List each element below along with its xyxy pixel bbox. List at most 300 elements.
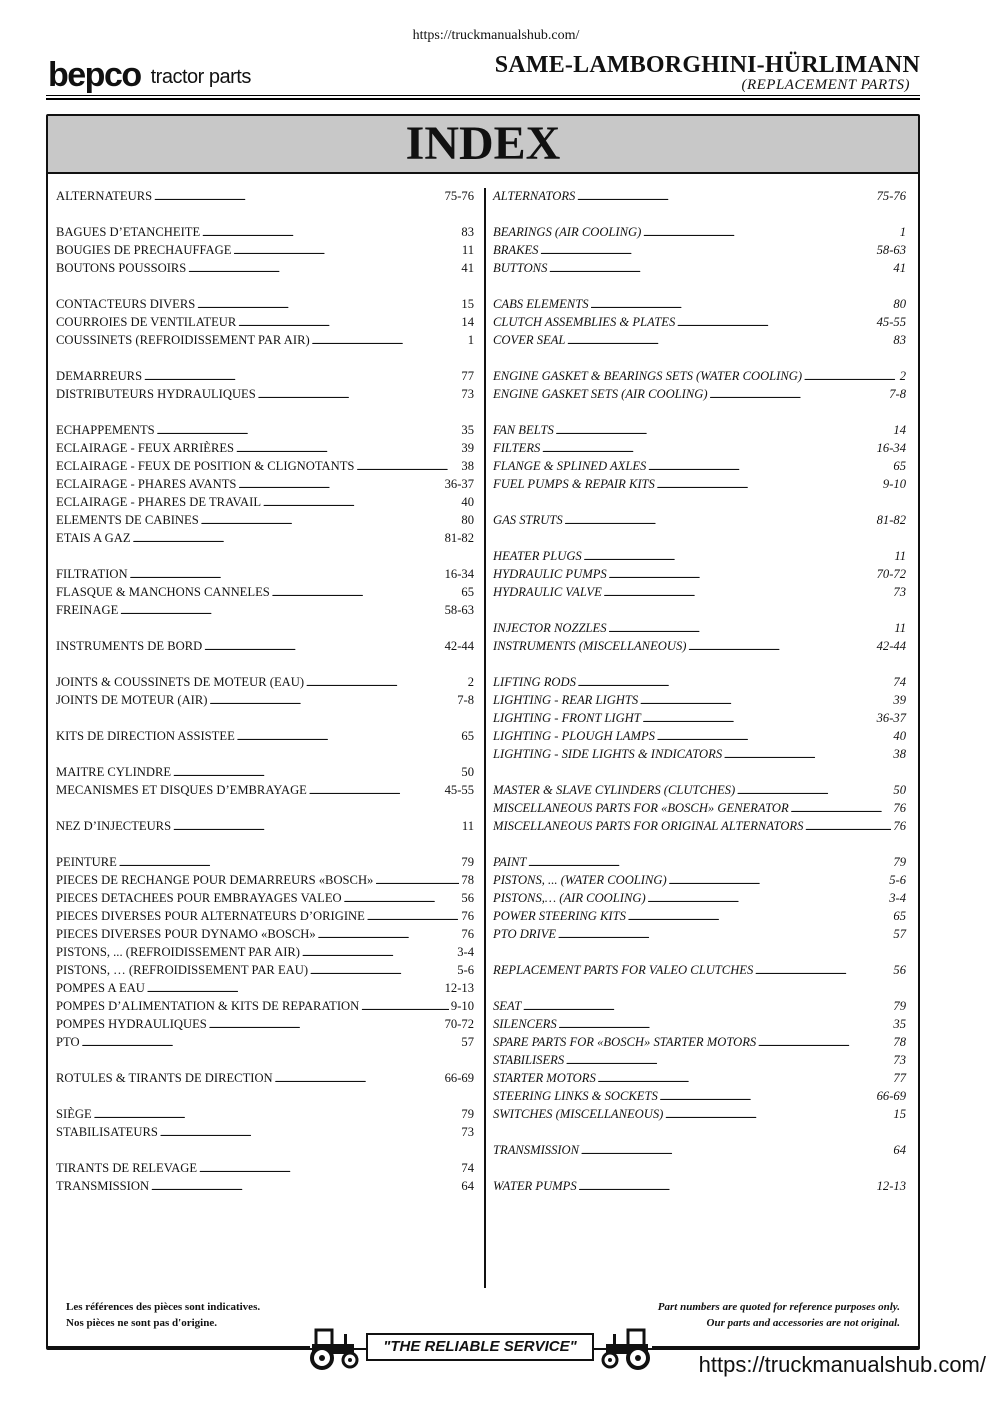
french-index-entry[interactable] — [56, 475, 474, 493]
dot-leader — [609, 619, 893, 638]
english-index-entry-name: CLUTCH ASSEMBLIES & PLATES — [493, 315, 676, 329]
english-index-entry-name: SILENCERS — [493, 1017, 557, 1031]
french-index-entry-name: FILTRATION — [56, 567, 128, 581]
french-index-entry-page: 9-10 — [450, 999, 474, 1013]
english-index-entry-name: TRANSMISSION — [493, 1143, 580, 1157]
logo-sub: tractor parts — [150, 66, 251, 88]
english-index-entry-name: SEAT — [493, 999, 522, 1013]
dot-leader — [209, 1015, 443, 1034]
english-index-entry[interactable] — [493, 547, 906, 565]
english-index-entry-name: BUTTONS — [493, 261, 548, 275]
french-index-entry[interactable] — [56, 529, 474, 547]
dot-leader — [710, 385, 888, 404]
french-index-entry-page: 66-69 — [444, 1071, 474, 1085]
french-index-entry[interactable] — [56, 601, 474, 619]
french-index-entry-page: 12-13 — [444, 981, 474, 995]
french-index-entry[interactable] — [56, 889, 474, 907]
dot-leader — [558, 925, 891, 944]
french-index-entry-name: PISTONS, … (REFROIDISSEMENT PAR EAU) — [56, 963, 309, 977]
english-index-entry-name: HYDRAULIC PUMPS — [493, 567, 607, 581]
french-index-entry[interactable] — [56, 907, 474, 925]
french-index-entry[interactable] — [56, 259, 474, 277]
english-index-entry-page: 41 — [893, 261, 906, 275]
french-index-entry-page: 78 — [461, 873, 474, 887]
dot-leader — [272, 583, 460, 602]
english-index-entry-name: ALTERNATORS — [493, 189, 576, 203]
english-index-entry[interactable] — [493, 223, 906, 241]
english-index-entry[interactable] — [493, 889, 906, 907]
french-index-entry-page: 16-34 — [444, 567, 474, 581]
french-index-entry[interactable] — [56, 367, 474, 385]
french-index-entry-name: TIRANTS DE RELEVAGE — [56, 1161, 198, 1175]
dot-leader — [648, 889, 888, 908]
logo-brand: bepco — [48, 56, 141, 94]
english-index-entry[interactable] — [493, 781, 906, 799]
dot-leader — [302, 943, 455, 962]
french-index-entry-page: 36-37 — [444, 477, 474, 491]
english-index-entry-name: MISCELLANEOUS PARTS FOR ORIGINAL ALTERNATORS — [493, 819, 804, 833]
english-index-entry-name: WATER PUMPS — [493, 1179, 577, 1193]
english-index-entry-name: HEATER PLUGS — [493, 549, 582, 563]
french-index-entry-name: SIÈGE — [56, 1107, 92, 1121]
english-index-spacer — [493, 403, 906, 421]
dot-leader — [173, 817, 460, 836]
english-index-entry-page: 40 — [893, 729, 906, 743]
french-index-entry-page: 5-6 — [457, 963, 474, 977]
french-index-entry-page: 65 — [461, 729, 474, 743]
english-index-entry[interactable] — [493, 187, 906, 205]
english-index-entry-name: CABS ELEMENTS — [493, 297, 589, 311]
dot-leader — [204, 637, 442, 656]
english-index-entry[interactable] — [493, 1105, 906, 1123]
french-index-entry-name: BOUGIES DE PRECHAUFFAGE — [56, 243, 232, 257]
english-index-entry-page: 50 — [893, 783, 906, 797]
dot-leader — [567, 331, 891, 350]
dot-leader — [542, 439, 874, 458]
english-index-entry-page: 73 — [893, 585, 906, 599]
french-index-entry-name: FLASQUE & MANCHONS CANNELES — [56, 585, 270, 599]
french-index-entry[interactable] — [56, 1015, 474, 1033]
english-index-entry-page: 12-13 — [876, 1179, 906, 1193]
french-index-entry[interactable] — [56, 187, 474, 205]
dot-leader — [238, 475, 442, 494]
english-index-spacer — [493, 277, 906, 295]
french-index-entry-page: 40 — [461, 495, 474, 509]
english-index-entry-name: STARTER MOTORS — [493, 1071, 596, 1085]
dot-leader — [275, 1069, 443, 1088]
english-index-entry-name: FUEL PUMPS & REPAIR KITS — [493, 477, 655, 491]
dot-leader — [628, 907, 891, 926]
french-index-spacer — [56, 745, 474, 763]
dot-leader — [755, 961, 891, 980]
dot-leader — [120, 601, 442, 620]
dot-leader — [263, 493, 459, 512]
french-index-entry[interactable] — [56, 691, 474, 709]
english-index-entry-name: GAS STRUTS — [493, 513, 563, 527]
dot-leader — [556, 421, 892, 440]
english-index-entry-name: INSTRUMENTS (MISCELLANEOUS) — [493, 639, 687, 653]
french-index-entry[interactable] — [56, 637, 474, 655]
dot-leader — [677, 313, 874, 332]
french-index-entry[interactable] — [56, 241, 474, 259]
french-index-entry-page: 15 — [461, 297, 474, 311]
french-index-entry-name: STABILISATEURS — [56, 1125, 158, 1139]
english-disclaimer-line1: Part numbers are quoted for reference purposes only. — [657, 1301, 900, 1313]
french-index-entry-name: POMPES HYDRAULIQUES — [56, 1017, 207, 1031]
english-index-entry[interactable] — [493, 367, 906, 385]
bepco-logo — [48, 50, 251, 92]
french-index-entry-name: BAGUES D’ETANCHEITE — [56, 225, 201, 239]
english-index-entry-name: ENGINE GASKET & BEARINGS SETS (WATER COOLING) — [493, 369, 803, 383]
french-index-entry-page: 11 — [461, 819, 474, 833]
french-index-entry-name: MAITRE CYLINDRE — [56, 765, 172, 779]
english-index-entry[interactable] — [493, 1177, 906, 1195]
french-index-entry-page: 39 — [461, 441, 474, 455]
dot-leader — [199, 1159, 459, 1178]
english-index-entry[interactable] — [493, 1087, 906, 1105]
dot-leader — [604, 583, 892, 602]
french-index-entry[interactable] — [56, 979, 474, 997]
french-index-entry[interactable] — [56, 511, 474, 529]
french-index-spacer — [56, 835, 474, 853]
dot-leader — [119, 853, 460, 872]
dot-leader — [648, 457, 891, 476]
english-index-column — [493, 187, 906, 1195]
french-index-entry-page: 11 — [461, 243, 474, 257]
dot-leader — [154, 187, 443, 206]
french-disclaimer-line1: Les références des pièces sont indicatives. — [66, 1301, 261, 1313]
dot-leader — [598, 1069, 892, 1088]
french-index-entry[interactable] — [56, 1159, 474, 1177]
english-index-spacer — [493, 1123, 906, 1141]
english-index-entry-name: SPARE PARTS FOR «BOSCH» STARTER MOTORS — [493, 1035, 757, 1049]
english-index-entry-page: 70-72 — [876, 567, 906, 581]
english-index-entry[interactable] — [493, 295, 906, 313]
english-index-entry[interactable] — [493, 691, 906, 709]
dot-leader — [157, 421, 460, 440]
dot-leader — [188, 259, 459, 278]
french-index-entry[interactable] — [56, 565, 474, 583]
french-index-entry-name: COUSSINETS (REFROIDISSEMENT PAR AIR) — [56, 333, 310, 347]
dot-leader — [375, 871, 459, 890]
french-index-entry-page: 74 — [461, 1161, 474, 1175]
french-index-entry-page: 1 — [467, 333, 474, 347]
english-index-entry-name: SWITCHES (MISCELLANEOUS) — [493, 1107, 664, 1121]
dot-leader — [688, 637, 874, 656]
english-index-entry[interactable] — [493, 637, 906, 655]
french-index-entry-page: 79 — [461, 1107, 474, 1121]
dot-leader — [367, 907, 460, 926]
english-index-entry-page: 42-44 — [876, 639, 906, 653]
french-index-entry-name: ALTERNATEURS — [56, 189, 153, 203]
french-index-entry-name: JOINTS & COUSSINETS DE MOTEUR (EAU) — [56, 675, 305, 689]
english-index-entry[interactable] — [493, 673, 906, 691]
english-index-entry[interactable] — [493, 871, 906, 889]
english-index-entry-name: POWER STEERING KITS — [493, 909, 626, 923]
dot-leader — [361, 997, 449, 1016]
english-index-entry[interactable] — [493, 961, 906, 979]
english-index-entry[interactable] — [493, 583, 906, 601]
dot-leader — [197, 295, 459, 314]
english-index-entry-name: MASTER & SLAVE CYLINDERS (CLUTCHES) — [493, 783, 736, 797]
french-index-entry[interactable] — [56, 727, 474, 745]
english-index-entry[interactable] — [493, 817, 906, 835]
english-index-entry[interactable] — [493, 259, 906, 277]
top-url[interactable]: https://truckmanualshub.com/ — [412, 28, 580, 43]
french-index-entry-name: ECLAIRAGE - FEUX ARRIÈRES — [56, 441, 235, 455]
french-index-entry-page: 2 — [467, 675, 474, 689]
slogan: "THE RELIABLE SERVICE" — [366, 1333, 594, 1361]
english-index-entry-name: PISTONS, ... (WATER COOLING) — [493, 873, 667, 887]
french-index-entry[interactable] — [56, 1069, 474, 1087]
english-index-entry-page: 1 — [899, 225, 906, 239]
french-index-entry[interactable] — [56, 1123, 474, 1141]
dot-leader — [549, 259, 891, 278]
french-index-entry-page: 76 — [461, 927, 474, 941]
french-index-spacer — [56, 547, 474, 565]
french-index-entry[interactable] — [56, 223, 474, 241]
french-index-entry[interactable] — [56, 1105, 474, 1123]
english-index-entry[interactable] — [493, 385, 906, 403]
english-index-spacer — [493, 835, 906, 853]
french-index-entry-name: KITS DE DIRECTION ASSISTEE — [56, 729, 235, 743]
english-index-entry-name: FILTERS — [493, 441, 541, 455]
french-index-entry-name: PIECES DIVERSES POUR ALTERNATEURS D’ORIGINE — [56, 909, 365, 923]
english-index-entry-page: 65 — [893, 909, 906, 923]
english-index-entry[interactable] — [493, 1015, 906, 1033]
french-index-entry[interactable] — [56, 871, 474, 889]
dot-leader — [209, 691, 455, 710]
french-index-entry-page: 75-76 — [444, 189, 474, 203]
french-index-entry-name: TRANSMISSION — [56, 1179, 150, 1193]
dot-leader — [356, 457, 459, 476]
french-index-entry[interactable] — [56, 313, 474, 331]
french-index-entry-page: 35 — [461, 423, 474, 437]
english-index-entry-page: 9-10 — [882, 477, 906, 491]
french-index-spacer — [56, 709, 474, 727]
dot-leader — [130, 565, 443, 584]
english-index-entry-page: 14 — [893, 423, 906, 437]
french-index-entry-name: PIECES DE RECHANGE POUR DEMARREURS «BOSCH» — [56, 873, 374, 887]
slogan-rule-left — [48, 1346, 310, 1348]
french-index-entry[interactable] — [56, 331, 474, 349]
bottom-url[interactable]: https://truckmanualshub.com/ — [698, 1352, 986, 1377]
document-title: SAME-LAMBORGHINI-HÜRLIMANN — [494, 52, 920, 78]
dot-leader — [609, 565, 875, 584]
english-index-entry[interactable] — [493, 853, 906, 871]
dot-leader — [523, 997, 891, 1016]
dot-leader — [640, 691, 891, 710]
english-index-entry-name: ENGINE GASKET SETS (AIR COOLING) — [493, 387, 708, 401]
english-index-entry[interactable] — [493, 925, 906, 943]
french-index-entry[interactable] — [56, 457, 474, 475]
dot-leader — [147, 979, 443, 998]
english-index-entry-page: 73 — [893, 1053, 906, 1067]
english-index-entry-page: 58-63 — [876, 243, 906, 257]
slogan-rule-right — [652, 1346, 918, 1348]
english-index-entry[interactable] — [493, 997, 906, 1015]
english-index-entry-page: 83 — [893, 333, 906, 347]
english-index-entry-page: 79 — [893, 855, 906, 869]
french-index-entry[interactable] — [56, 925, 474, 943]
english-index-entry-name: PTO DRIVE — [493, 927, 557, 941]
french-index-entry[interactable] — [56, 943, 474, 961]
dot-leader — [173, 763, 459, 782]
french-index-entry[interactable] — [56, 817, 474, 835]
french-index-spacer — [56, 1087, 474, 1105]
dot-leader — [665, 1105, 891, 1124]
english-index-entry[interactable] — [493, 313, 906, 331]
english-index-entry[interactable] — [493, 1141, 906, 1159]
tractor-icon-right — [598, 1326, 654, 1370]
french-index-entry-name: ELEMENTS DE CABINES — [56, 513, 199, 527]
dot-leader — [660, 1087, 875, 1106]
french-index-entry[interactable] — [56, 1177, 474, 1195]
english-index-entry[interactable] — [493, 331, 906, 349]
dot-leader — [724, 745, 891, 764]
english-index-entry[interactable] — [493, 439, 906, 457]
french-index-entry[interactable] — [56, 1033, 474, 1051]
french-index-spacer — [56, 277, 474, 295]
english-index-entry-page: 35 — [893, 1017, 906, 1031]
dot-leader — [258, 385, 460, 404]
english-index-entry-page: 2 — [899, 369, 906, 383]
english-index-entry[interactable] — [493, 1033, 906, 1051]
french-index-entry-name: NEZ D’INJECTEURS — [56, 819, 172, 833]
french-index-entry-page: 57 — [461, 1035, 474, 1049]
french-index-entry[interactable] — [56, 781, 474, 799]
english-index-entry[interactable] — [493, 799, 906, 817]
french-index-entry[interactable] — [56, 961, 474, 979]
french-index-entry-page: 58-63 — [444, 603, 474, 617]
french-index-entry-name: MECANISMES ET DISQUES D’EMBRAYAGE — [56, 783, 307, 797]
dot-leader — [669, 871, 888, 890]
dot-leader — [144, 367, 459, 386]
english-index-entry-name: HYDRAULIC VALVE — [493, 585, 602, 599]
english-index-entry[interactable] — [493, 511, 906, 529]
english-index-entry-page: 80 — [893, 297, 906, 311]
french-index-entry[interactable] — [56, 673, 474, 691]
french-index-entry-name: ECLAIRAGE - PHARES AVANTS — [56, 477, 237, 491]
dot-leader — [804, 367, 898, 386]
french-index-entry-name: PIECES DIVERSES POUR DYNAMO «BOSCH» — [56, 927, 316, 941]
dot-leader — [344, 889, 460, 908]
french-index-entry-page: 70-72 — [444, 1017, 474, 1031]
english-index-entry-name: LIGHTING - SIDE LIGHTS & INDICATORS — [493, 747, 723, 761]
french-index-spacer — [56, 403, 474, 421]
french-index-entry[interactable] — [56, 295, 474, 313]
dot-leader — [233, 241, 459, 260]
french-index-spacer — [56, 655, 474, 673]
french-index-entry-name: ECLAIRAGE - FEUX DE POSITION & CLIGNOTANTS — [56, 459, 355, 473]
english-index-entry-name: LIGHTING - FRONT LIGHT — [493, 711, 641, 725]
english-index-entry-name: LIFTING RODS — [493, 675, 576, 689]
english-index-entry[interactable] — [493, 565, 906, 583]
english-disclaimer — [658, 1299, 900, 1331]
french-index-entry[interactable] — [56, 421, 474, 439]
french-index-spacer — [56, 1051, 474, 1069]
french-index-entry-name: ECLAIRAGE - PHARES DE TRAVAIL — [56, 495, 262, 509]
french-index-entry-name: PEINTURE — [56, 855, 117, 869]
french-index-entry-name: ECHAPPEMENTS — [56, 423, 155, 437]
french-index-entry-name: ROTULES & TIRANTS DE DIRECTION — [56, 1071, 273, 1085]
french-index-spacer — [56, 619, 474, 637]
english-index-spacer — [493, 763, 906, 781]
english-index-entry[interactable] — [493, 727, 906, 745]
dot-leader — [577, 187, 874, 206]
french-index-entry-page: 14 — [461, 315, 474, 329]
english-index-entry-page: 77 — [893, 1071, 906, 1085]
header-rule — [46, 95, 920, 96]
english-index-entry-name: FLANGE & SPLINED AXLES — [493, 459, 647, 473]
index-title: INDEX — [405, 117, 561, 170]
dot-leader — [566, 1051, 891, 1070]
english-index-entry[interactable] — [493, 1051, 906, 1069]
english-index-entry[interactable] — [493, 241, 906, 259]
english-index-entry[interactable] — [493, 421, 906, 439]
english-index-entry-page: 11 — [894, 621, 906, 635]
english-index-entry-name: BEARINGS (AIR COOLING) — [493, 225, 642, 239]
english-index-entry[interactable] — [493, 457, 906, 475]
french-index-spacer — [56, 799, 474, 817]
french-index-entry-page: 81-82 — [444, 531, 474, 545]
dot-leader — [643, 709, 875, 728]
english-index-entry[interactable] — [493, 907, 906, 925]
french-index-entry-name: ETAIS A GAZ — [56, 531, 131, 545]
english-index-entry[interactable] — [493, 745, 906, 763]
french-index-entry-page: 80 — [461, 513, 474, 527]
english-index-entry-name: BRAKES — [493, 243, 539, 257]
dot-leader — [82, 1033, 460, 1052]
dot-leader — [201, 511, 460, 530]
french-index-entry[interactable] — [56, 853, 474, 871]
dot-leader — [791, 799, 892, 818]
english-index-entry-page: 65 — [893, 459, 906, 473]
french-index-entry-name: DEMARREURS — [56, 369, 143, 383]
french-index-entry-name: FREINAGE — [56, 603, 119, 617]
french-index-entry-name: JOINTS DE MOTEUR (AIR) — [56, 693, 208, 707]
french-index-entry-page: 3-4 — [457, 945, 474, 959]
english-index-entry-name: STEERING LINKS & SOCKETS — [493, 1089, 658, 1103]
english-index-entry-name: INJECTOR NOZZLES — [493, 621, 607, 635]
dot-leader — [318, 925, 460, 944]
english-index-entry[interactable] — [493, 475, 906, 493]
english-index-entry-page: 57 — [893, 927, 906, 941]
french-index-entry[interactable] — [56, 493, 474, 511]
english-index-entry[interactable] — [493, 709, 906, 727]
french-index-entry-page: 56 — [461, 891, 474, 905]
dot-leader — [306, 673, 466, 692]
french-index-entry-page: 50 — [461, 765, 474, 779]
french-index-entry-page: 79 — [461, 855, 474, 869]
dot-leader — [591, 295, 892, 314]
english-index-entry-name: PAINT — [493, 855, 527, 869]
french-index-spacer — [56, 1141, 474, 1159]
english-index-spacer — [493, 943, 906, 961]
french-index-entry[interactable] — [56, 385, 474, 403]
english-index-entry-page: 76 — [893, 819, 906, 833]
english-index-entry-page: 15 — [893, 1107, 906, 1121]
french-index-entry[interactable] — [56, 583, 474, 601]
english-index-entry[interactable] — [493, 1069, 906, 1087]
french-index-entry[interactable] — [56, 997, 474, 1015]
english-index-entry-name: MISCELLANEOUS PARTS FOR «BOSCH» GENERATOR — [493, 801, 789, 815]
french-index-entry[interactable] — [56, 439, 474, 457]
english-index-entry[interactable] — [493, 619, 906, 637]
french-index-entry[interactable] — [56, 763, 474, 781]
french-index-entry-name: BOUTONS POUSSOIRS — [56, 261, 187, 275]
dot-leader — [657, 727, 891, 746]
